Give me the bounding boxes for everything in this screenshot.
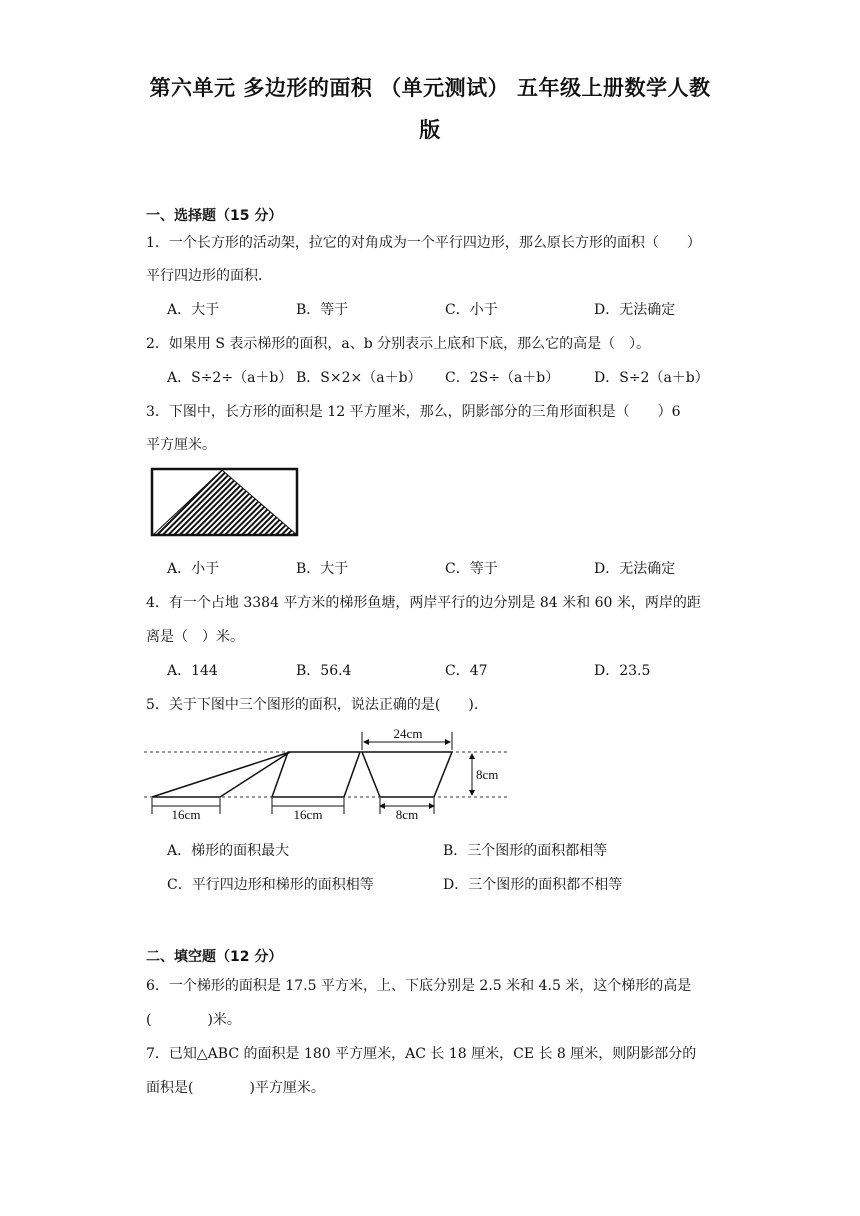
q5-option-a[interactable]: A．梯形的面积最大 [167, 843, 290, 859]
section-heading-fill: 二、填空题（12 分） [146, 949, 283, 965]
q2-option-c[interactable]: C．2S÷（a＋b） [445, 370, 560, 386]
label-side-8cm: 8cm [476, 767, 499, 782]
question-3-line-2: 平方厘米。 [146, 437, 216, 453]
question-1-line-1: 1．一个长方形的活动架，拉它的对角成为一个平行四边形，那么原长方形的面积（ ） [146, 235, 701, 251]
question-1-line-2: 平行四边形的面积. [146, 268, 263, 284]
question-7-line-1: 7．已知△ABC 的面积是 180 平方厘米，AC 长 18 厘米，CE 长 8 厘米，则阴影部分的 [146, 1046, 697, 1062]
triangle-shape [152, 752, 290, 797]
q1-option-d[interactable]: D．无法确定 [594, 302, 676, 318]
q2-option-a[interactable]: A．S÷2÷（a＋b） [167, 370, 293, 386]
three-shapes-figure [140, 722, 520, 828]
rectangle-triangle-figure [150, 467, 300, 539]
q1-option-b[interactable]: B．等于 [296, 302, 349, 318]
label-triangle-base: 16cm [171, 807, 201, 822]
question-4-line-1: 4．有一个占地 3384 平方米的梯形鱼塘，两岸平行的边分别是 84 米和 60 米，两岸的距 [146, 595, 701, 611]
q1-option-a[interactable]: A．大于 [167, 302, 220, 318]
title-line-2: 版 [419, 118, 441, 142]
q4-option-c[interactable]: C．47 [445, 663, 488, 679]
question-4-line-2: 离是（ ）米。 [146, 629, 244, 645]
question-7-line-2: 面积是( )平方厘米。 [146, 1080, 325, 1096]
label-trapezoid-bottom: 8cm [395, 807, 419, 822]
q3-option-a[interactable]: A．小于 [167, 561, 220, 577]
q4-option-b[interactable]: B．56.4 [296, 663, 352, 679]
q5-option-c[interactable]: C．平行四边形和梯形的面积相等 [167, 877, 374, 893]
q3-option-d[interactable]: D．无法确定 [594, 561, 676, 577]
question-3-line-1: 3．下图中，长方形的面积是 12 平方厘米，那么，阴影部分的三角形面积是（ ）6 [146, 404, 681, 420]
q2-option-d[interactable]: D．S÷2（a＋b） [594, 370, 709, 386]
shaded-triangle [153, 470, 297, 535]
trapezoid-shape [362, 752, 452, 797]
q2-option-b[interactable]: B．S×2×（a＋b） [296, 370, 422, 386]
q3-option-b[interactable]: B．大于 [296, 561, 349, 577]
title-line-1: 第六单元 多边形的面积 （单元测试） 五年级上册数学人教 [149, 76, 711, 100]
label-parallelogram-base: 16cm [293, 807, 323, 822]
q4-option-a[interactable]: A．144 [167, 663, 218, 679]
question-6-line-1: 6．一个梯形的面积是 17.5 平方米，上、下底分别是 2.5 米和 4.5 米，这个梯形的高是 [146, 978, 692, 994]
q3-option-c[interactable]: C．等于 [445, 561, 498, 577]
question-2-line-1: 2．如果用 S 表示梯形的面积，a、b 分别表示上底和下底，那么它的高是（ ）。 [146, 336, 651, 352]
label-top-24cm: 24cm [393, 726, 423, 741]
q5-option-b[interactable]: B．三个图形的面积都相等 [443, 843, 608, 859]
q5-option-d[interactable]: D．三个图形的面积都不相等 [443, 877, 623, 893]
q4-option-d[interactable]: D．23.5 [594, 663, 651, 679]
question-5-line-1: 5．关于下图中三个图形的面积，说法正确的是( ). [146, 697, 479, 713]
q1-option-c[interactable]: C．小于 [445, 302, 498, 318]
question-6-line-2: ( )米。 [146, 1012, 241, 1028]
section-heading-choice: 一、选择题（15 分） [146, 208, 283, 224]
parallelogram-shape [272, 752, 360, 797]
